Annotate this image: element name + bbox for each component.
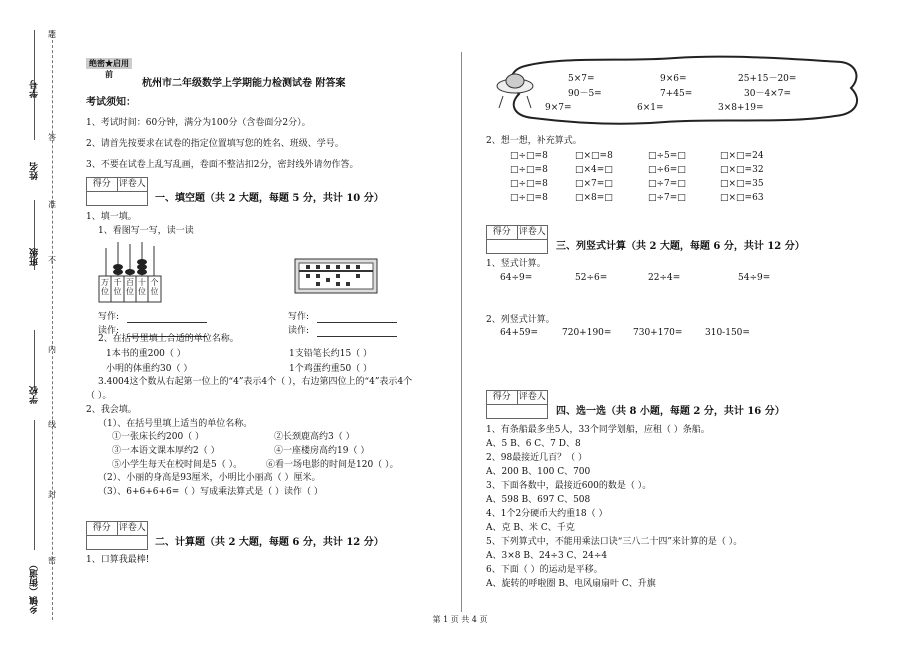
fill-item: □÷□=8 (510, 151, 548, 161)
fill-item: □×4=□ (575, 165, 613, 175)
binding-dashed-line (52, 30, 53, 620)
question: 6、下面（ ）的运动是平移。 (486, 565, 603, 575)
question: 2、想一想，补充算式。 (486, 136, 582, 146)
grader-label: 评卷人 (117, 522, 148, 535)
calc-item: 720+190= (562, 328, 612, 338)
unit-item: 小明的体重约30（ ） (106, 364, 193, 374)
notice-heading: 考试须知： (86, 97, 136, 108)
section2-title: 二、计算题（共 2 大题，每题 6 分，共计 12 分） (155, 537, 384, 548)
township-label: 乡镇（街道） (30, 560, 40, 614)
place-label: 百位 (126, 278, 134, 296)
counting-frame-figure (294, 258, 378, 294)
score-label: 得分 (492, 392, 511, 402)
score-box (486, 225, 548, 254)
question: 2、98最接近几百？（ ） (486, 453, 588, 463)
fill-item: □×□=63 (720, 193, 764, 203)
read-label: 读作: (288, 326, 310, 336)
fill-item: □×8=□ (575, 193, 613, 203)
section3-title: 三、列竖式计算（共 2 大题，每题 6 分，共计 12 分） (556, 241, 805, 252)
calc-item: 9×7= (545, 103, 572, 113)
place-label: 十位 (138, 278, 146, 296)
seal-char: 内 (48, 345, 56, 354)
grader-label: 评卷人 (117, 178, 148, 191)
binding-line (34, 420, 35, 550)
calc-item: 30－4×7= (744, 89, 791, 99)
place-label: 万位 (101, 278, 109, 296)
options: A、598 B、697 C、508 (486, 495, 591, 505)
unit-item: ③一本语文课本厚约2（ ） (112, 446, 220, 456)
unit-item: 1本书的重200（ ） (106, 349, 186, 359)
calc-item: 90－5= (568, 89, 602, 99)
notice-item: 2、请首先按要求在试卷的指定位置填写您的姓名、班级、学号。 (86, 139, 344, 149)
question: （2）、小丽的身高是93厘米，小明比小丽高（ ）厘米。 (98, 473, 321, 483)
question: 5、下列算式中，不能用乘法口诀“三八二十四”来计算的是（ ）。 (486, 537, 743, 547)
confidential-tag: 绝密★启用前 (86, 58, 132, 69)
page-title: 杭州市二年级数学上学期能力检测试卷 附答案 (142, 78, 346, 89)
answer-blank[interactable] (317, 327, 397, 337)
question: （ ）。 (86, 391, 112, 401)
unit-item: 1支铅笔长约15（ ） (289, 349, 373, 359)
question: 3.4004这个数从右起第一位上的“4”表示4个（ ），右边第四位上的“4”表示4个 (98, 377, 413, 387)
seal-char: 封 (48, 490, 56, 499)
seal-char: 题 (48, 30, 56, 39)
notice-item: 1、考试时间：60分钟，满分为100分（含卷面分2分）。 (86, 118, 311, 128)
options: A、3×8 B、24÷3 C、24÷4 (486, 551, 608, 561)
unit-item: ②长颈鹿高约3（ ） (274, 432, 355, 442)
unit-item: ⑤小学生每天在校时间是5（ ）。 (112, 460, 243, 470)
options: A、5 B、6 C、7 D、8 (486, 439, 581, 449)
fill-item: □×7=□ (575, 179, 613, 189)
section1-title: 一、填空题（共 2 大题，每题 5 分，共计 10 分） (155, 193, 384, 204)
seal-char: 答 (48, 133, 56, 142)
options: A、克 B、米 C、千克 (486, 523, 575, 533)
fill-item: □×□=8 (575, 151, 613, 161)
answer-blank[interactable] (127, 313, 207, 323)
unit-item: ④一座楼房高约19（ ） (274, 446, 370, 456)
name-label: 姓名 (30, 162, 40, 180)
answer-blank[interactable] (317, 313, 397, 323)
question: 1、填一填。 (86, 212, 137, 222)
write-label: 写作: (98, 312, 120, 322)
column-divider (461, 52, 462, 612)
fill-item: □÷6=□ (648, 165, 686, 175)
question: 1、看图写一写，读一读 (98, 226, 194, 236)
write-row (98, 312, 207, 323)
fill-item: □÷7=□ (648, 193, 686, 203)
question: 2、我会填。 (86, 405, 137, 415)
question: （3）、6+6+6+6=（ ）写成乘法算式是（ ）读作（ ） (98, 487, 323, 497)
calc-item: 64÷9= (500, 273, 533, 283)
unit-item: 1个鸡蛋约重50（ ） (289, 364, 373, 374)
class-label: 班级 (30, 248, 40, 266)
place-value-labels (99, 278, 161, 296)
place-label: 千位 (113, 278, 122, 296)
calc-item: 52÷6= (575, 273, 608, 283)
question: 1、有条船最多坐5人，33个同学划船，应租（ ）条船。 (486, 425, 710, 435)
score-box (86, 521, 148, 550)
seal-char: 密 (48, 556, 56, 565)
place-label: 个位 (150, 278, 159, 296)
options: A、旋转的呼啦圈 B、电风扇扇叶 C、升旗 (486, 579, 656, 589)
calc-item: 6×1= (637, 103, 664, 113)
school-label: 学校 (30, 386, 40, 404)
notice-item: 3、不要在试卷上乱写乱画，卷面不整洁扣2分，密封线外请勿作答。 (86, 160, 359, 170)
fill-item: □×□=35 (720, 179, 764, 189)
score-label: 得分 (92, 179, 111, 189)
options: A、200 B、100 C、700 (486, 467, 591, 477)
read-row (288, 326, 397, 337)
fill-item: □÷5=□ (648, 151, 686, 161)
read-label: 读作: (98, 326, 120, 336)
calc-item: 64+59= (500, 328, 538, 338)
calc-item: 5×7= (568, 74, 595, 84)
unit-item: ①一张床长约200（ ） (112, 432, 205, 442)
student-id-label: 学号 (30, 80, 40, 98)
question: 2、列竖式计算。 (486, 315, 555, 325)
binding-line (34, 330, 35, 390)
seal-char: 不 (48, 256, 56, 265)
section4-title: 四、选一选（共 8 小题，每题 2 分，共计 16 分） (556, 406, 785, 417)
fill-item: □×□=32 (720, 165, 764, 175)
fill-item: □÷□=8 (510, 179, 548, 189)
calc-item: 3×8+19= (718, 103, 764, 113)
fill-item: □÷7=□ (648, 179, 686, 189)
question: （1）、在括号里填上适当的单位名称。 (98, 419, 253, 429)
fill-item: □×□=24 (720, 151, 764, 161)
question: 1、口算我最棒! (86, 555, 150, 565)
calc-item: 310-150= (705, 328, 750, 338)
question: 1、竖式计算。 (486, 259, 546, 269)
calc-item: 22÷4= (648, 273, 681, 283)
write-label: 写作: (288, 312, 310, 322)
grader-label: 评卷人 (517, 391, 548, 404)
calc-item: 730+170= (633, 328, 683, 338)
score-label: 得分 (92, 523, 111, 533)
calc-item: 9×6= (660, 74, 687, 84)
seal-char: 准 (48, 200, 56, 209)
seal-char: 线 (48, 420, 56, 429)
calc-item: 7+45= (660, 89, 693, 99)
write-row (288, 312, 397, 323)
fill-item: □÷□=8 (510, 165, 548, 175)
calc-item: 25+15－20= (738, 74, 797, 84)
score-box (86, 177, 148, 206)
grader-label: 评卷人 (517, 226, 548, 239)
page-footer: 第 1 页 共 4 页 (432, 615, 488, 624)
fill-item: □÷□=8 (510, 193, 548, 203)
score-box (486, 390, 548, 419)
question: 4、1个2分硬币大约重18（ ） (486, 509, 608, 519)
score-label: 得分 (492, 227, 511, 237)
question: 3、下面各数中，最接近600的数是（ ）。 (486, 481, 652, 491)
calc-item: 54÷9= (738, 273, 771, 283)
question: 2、在括号里填上合适的单位名称。 (98, 334, 239, 344)
unit-item: ⑥看一场电影的时间是120（ ）。 (266, 460, 399, 470)
